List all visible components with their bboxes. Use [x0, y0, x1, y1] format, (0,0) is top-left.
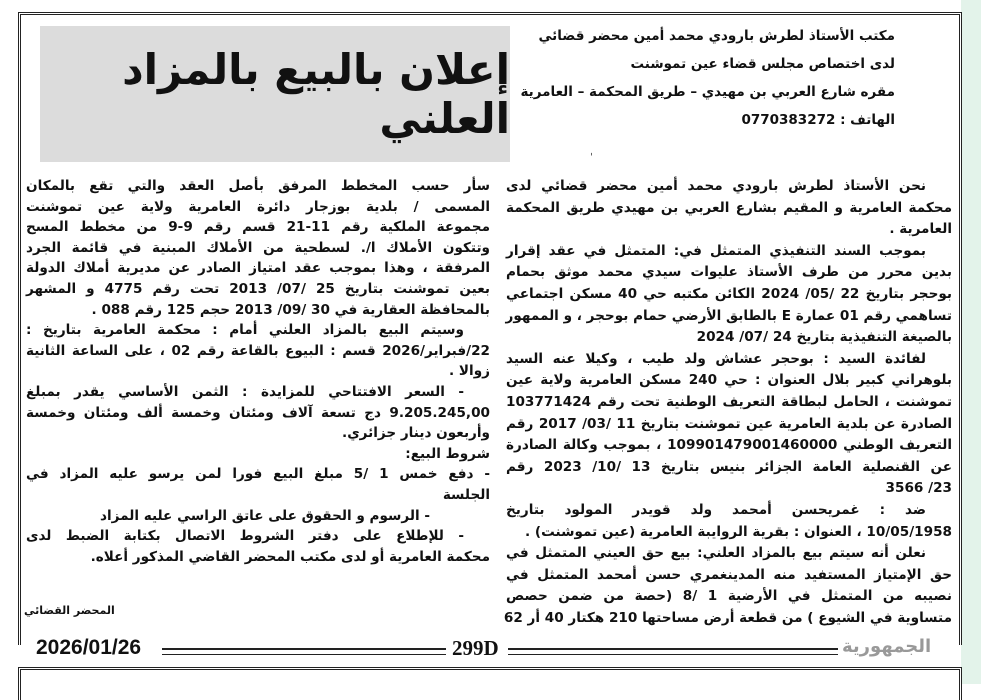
text-line: محكمة العامرية و المقيم بشارع العربي بن مهيدي طريق المحكمة: [506, 199, 952, 216]
text-line: وسيتم البيع بالمزاد العلني أمام : محكمة العامرية بتاريخ :: [26, 322, 464, 339]
text-line: الجلسة: [442, 486, 490, 503]
text-line: بلوهراني كبير بلال العنوان : حي 240 مسكن العامرية ولاية عين: [506, 372, 952, 389]
text-line: بالمحافظة العقارية في 30 /09/ 2013 حجم 125 رقم 088 .: [91, 301, 490, 318]
text-line: 9.205.245,00 دج تسعة آلاف ومئتان وخمسة ألف ومئتان وخمسة: [26, 404, 490, 421]
text-line: سأر حسب المخطط المرفق بأصل العقد والتي تقع بالمكان: [26, 178, 490, 194]
text-line: الصادرة عن بلدية العامرية عين تموشنت بتاريخ 11 /03/ 2017 رقم: [506, 415, 953, 432]
text-line: نعلن أنه سيتم بيع بالمزاد العلني: بيع حق العيني المتمثل في: [506, 545, 926, 562]
left-column: [26, 176, 490, 567]
text-line: - الرسوم و الحقوق على عاتق الراسي عليه المزاد: [100, 507, 430, 524]
text-line: بالصيغة التنفيذية بتاريخ 24 /07/ 2024: [696, 329, 952, 346]
text-line: 22/فبراير/2026 قسم : البيوع بالقاعة رقم 02 ، على الساعة الثانية: [26, 342, 491, 359]
text-line: تموشنت ، الحامل لبطاقة التعريف الوطنية تحت رقم 103771424: [506, 393, 952, 410]
text-line: - دفع خمس 1 /5 مبلغ البيع فورا لمن يرسو عليه المزاد في: [26, 466, 490, 483]
text-line: متساوية في الشيوع ) من قطعة أرض مساحتها 210 هكتار 40 أر 62: [503, 609, 952, 626]
text-line: تساهمي رقم 01 عمارة E بالطابق الأرضي حمام بوحجر ، و الممهور: [505, 307, 952, 324]
text-line: وتتكون الأملاك ا/. لسطحية من الأملاك المبنية في قائمة الجرد: [26, 239, 490, 256]
footer-rule: [508, 648, 838, 655]
text-line: لفائدة السيد : بوحجر عشاش ولد طيب ، وكيلا عنه السيد: [506, 350, 926, 367]
text-line: - للإطلاع على دفتر الشروط الاتصال بكتابة الضبط لدى: [26, 528, 464, 545]
text-line: بدين محرر من طرف الأستاذ عليوات سيدي محمد موثق بحمام: [506, 264, 952, 281]
text-line: بموجب السند التنفيذي المتمثل في: المتمثل في عقد إقرار: [506, 242, 926, 259]
office-address: مقره شارع العربي بن مهيدي – طريق المحكمة – العامرية: [520, 84, 895, 100]
text-line: عن القنصلية العامة الجزائر بنيس بتاريخ 13 /10/ 2023 رقم: [506, 458, 953, 475]
notice-title: إعلان بالبيع بالمزاد العلني: [122, 45, 510, 143]
footer-rule: [162, 648, 446, 655]
text-line: 10/05/1958 ، العنوان : بقرية الروايبة العامرية (عين تموشنت) .: [525, 523, 952, 540]
page-edge-strip: [961, 0, 981, 684]
text-line: 23/ 3566: [885, 480, 952, 497]
text-line: حق الإمتياز المستفيد منه المدينغمري حسن أمحمد المتمثل في: [506, 566, 952, 583]
text-line: محكمة العامرية أو لدى مكتب المحضر القاضي المذكور أعلاه.: [90, 548, 490, 565]
text-line: - السعر الافتتاحي للمزايدة : الثمن الأساسي يقدر بمبلغ: [26, 383, 464, 400]
office-name: مكتب الأستاذ لطرش بارودي محمد أمين محضر قضائي: [538, 28, 895, 44]
text-line: ضد : غمريحسن أمحمد ولد قويدر المولود بتاريخ: [506, 501, 926, 518]
text-line: التعريف الوطني 109901479001460000 ، بموجب وكالة الصادرة: [506, 437, 953, 454]
next-notice-frame: [18, 667, 962, 700]
print-speck: ˌ: [590, 146, 593, 157]
text-line: بوحجر بتاريخ 22 /05/ 2024 الكائن مكتبه حي 40 مسكن اجتماعي: [506, 285, 952, 302]
text-line: نحن الأستاذ لطرش بارودي محمد أمين محضر قضائي لدى: [506, 178, 926, 194]
title-box: [40, 26, 510, 162]
text-line: وأربعون دينار جزائري.: [342, 425, 490, 442]
page-footer: [22, 636, 956, 664]
sale-conditions-heading: شروط البيع:: [405, 445, 490, 462]
issue-date: 2026/01/26: [36, 636, 142, 659]
text-line: زوالا .: [449, 363, 490, 380]
text-line: المرفقة ، وهذا بموجب عقد امتياز الصادر عن مديرية أملاك الدولة: [26, 260, 490, 277]
jurisdiction: لدى اختصاص مجلس قضاء عين تموشنت: [630, 56, 895, 72]
text-line: المسمى / بلدية بوزجار دائرة العامرية ولاية عين تموشنت: [26, 198, 490, 215]
text-line: بعين تموشنت بتاريخ 25 /07/ 2013 تحت رقم 4775 و المشهر: [26, 280, 490, 297]
text-line: العامرية .: [889, 221, 952, 238]
text-line: مجموعة الملكية رقم 11-21 قسم رقم 9-9 من مخطط المسح: [26, 219, 490, 236]
newspaper-logo: الجمهورية: [842, 636, 932, 657]
right-column: [503, 176, 953, 629]
office-phone: الهاتف : 0770383272: [741, 112, 895, 128]
issue-number: 299D: [452, 636, 499, 660]
bailiff-header: [515, 22, 895, 134]
signature: المحضر القضائي: [24, 604, 115, 617]
text-line: نصيبه من المتمثل في الأرضية 1 /8 (حصة من ضمن حصص: [506, 588, 952, 605]
